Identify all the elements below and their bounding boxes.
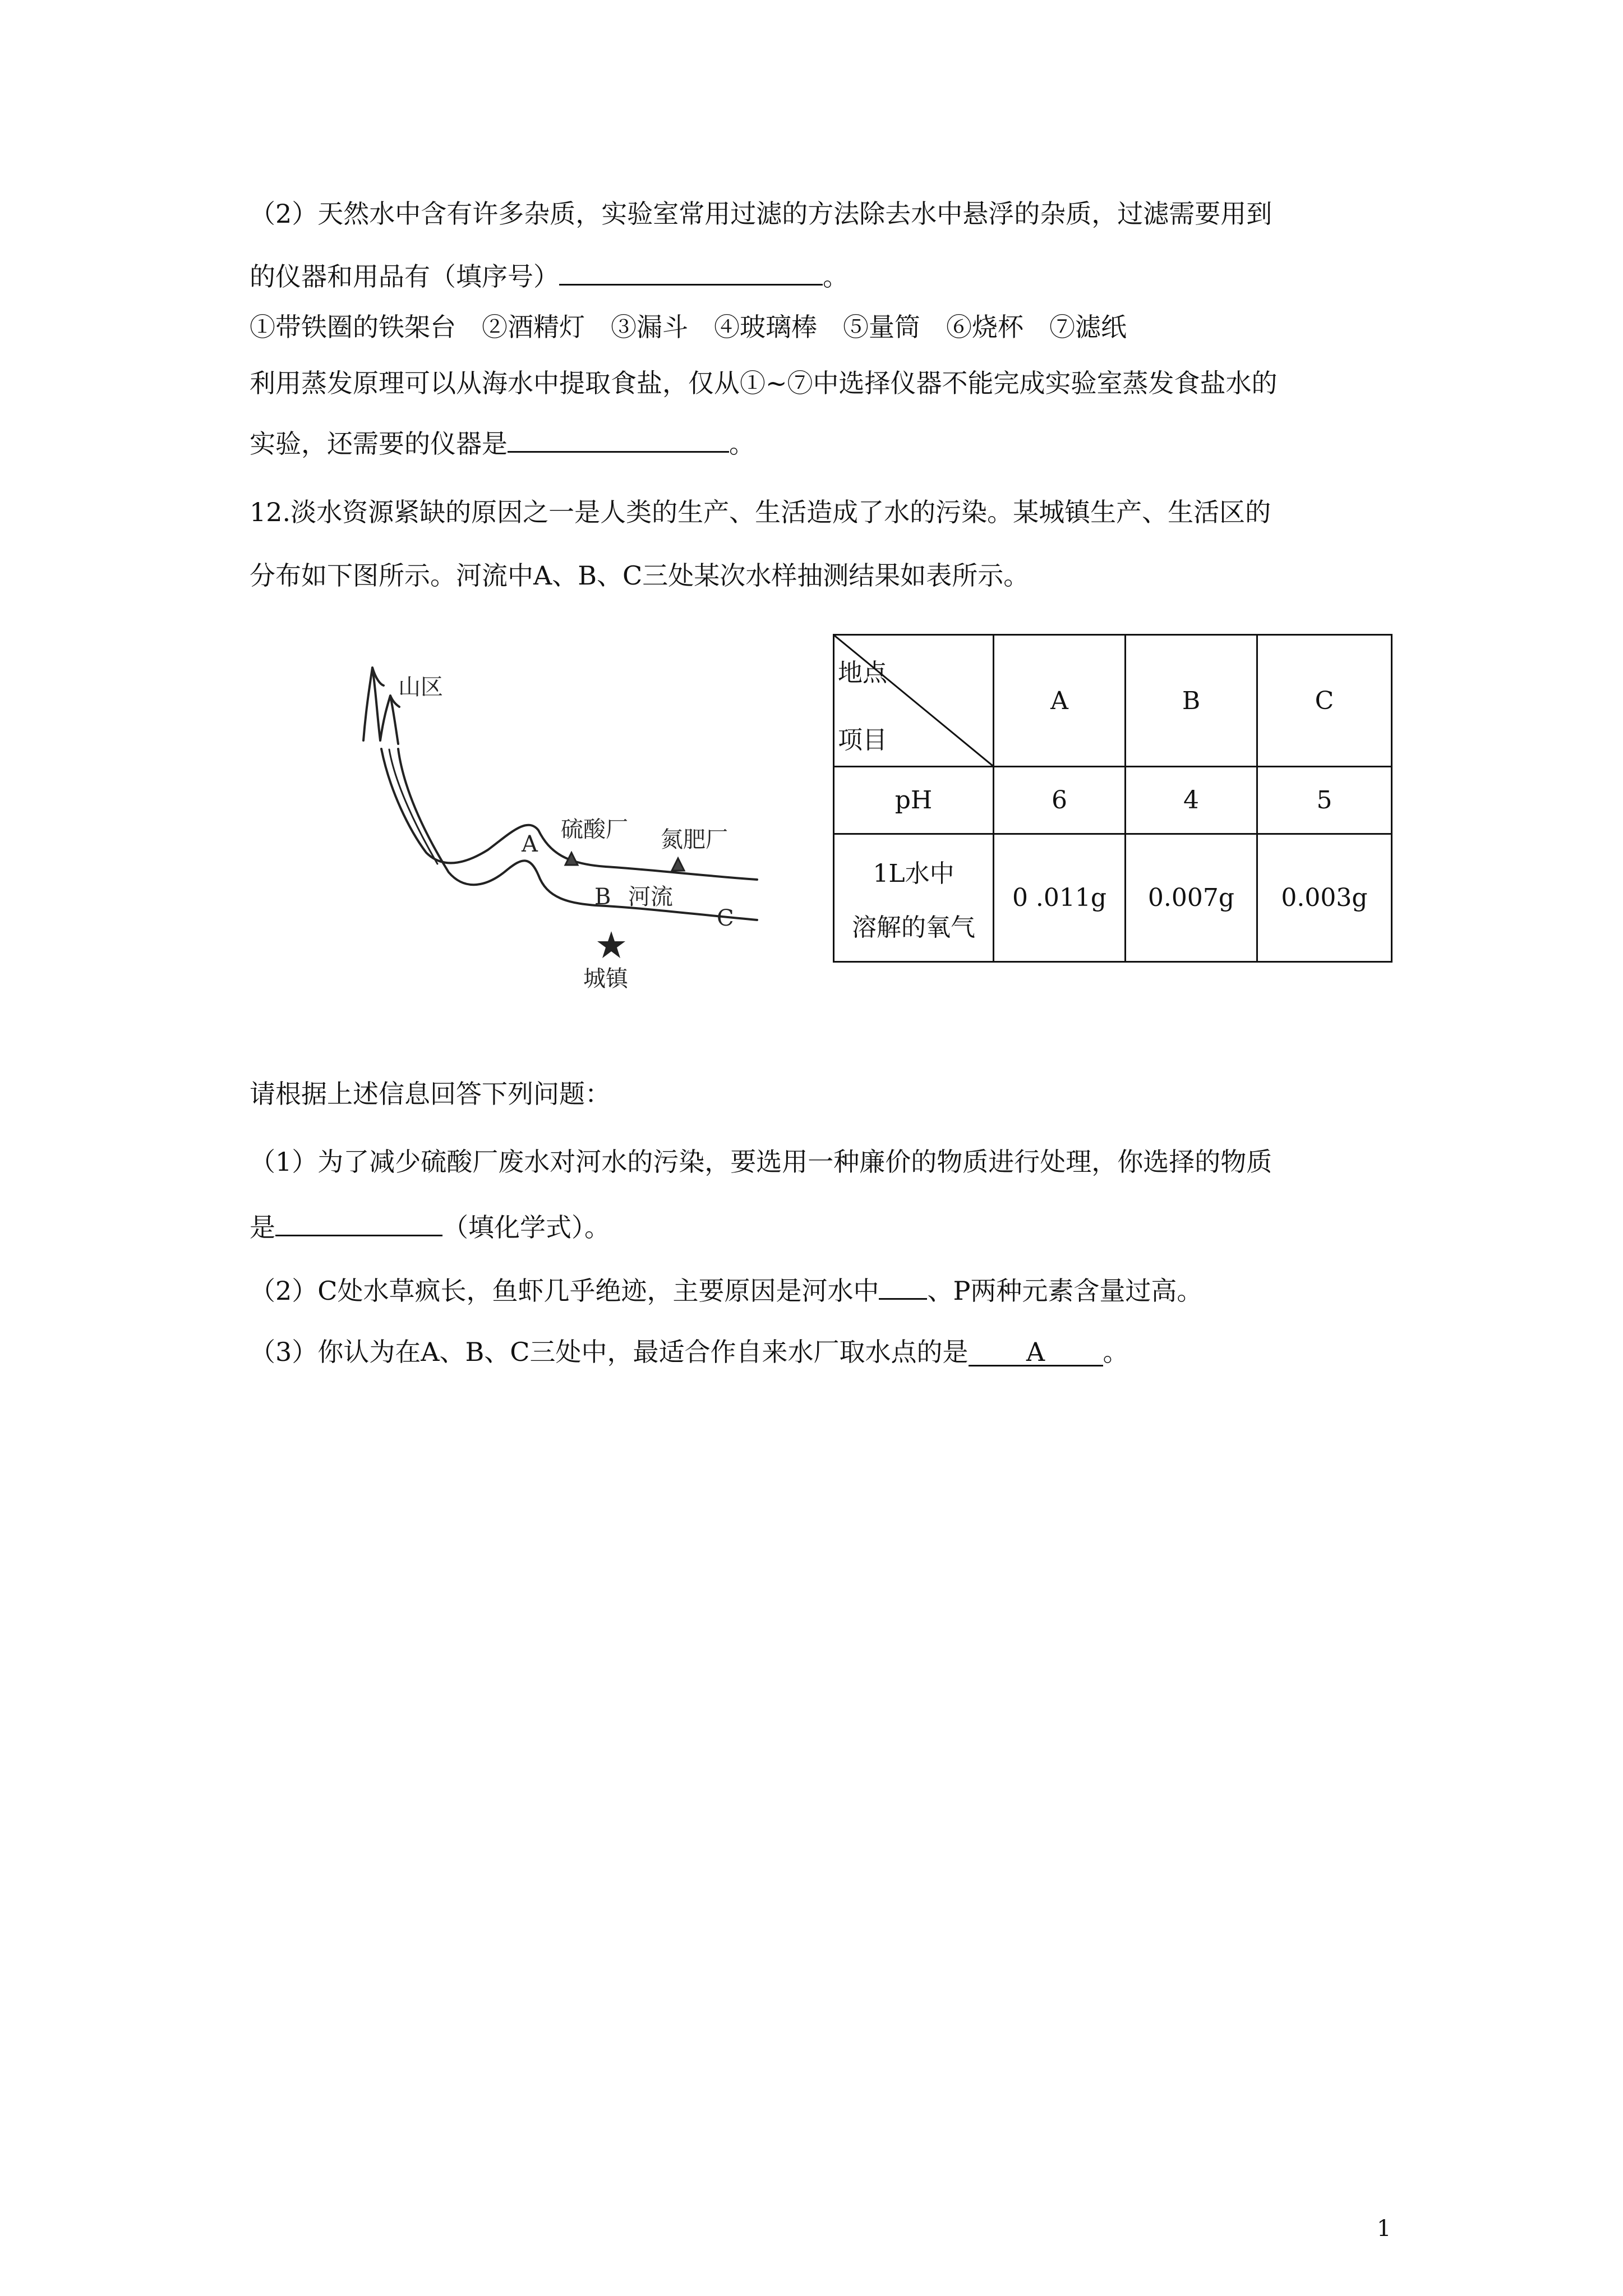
punctuation: 。 [1103, 1337, 1129, 1367]
evaporation-prompt: 实验，还需要的仪器是 [250, 429, 508, 459]
label-town: 城镇 [583, 966, 628, 992]
label-river: 河流 [628, 884, 673, 910]
answer-blank-chemical[interactable] [275, 1210, 442, 1236]
table-cell: 5 [1257, 767, 1392, 834]
sub-question-3-prompt: （3）你认为在A、B、C三处中，最适合作自来水厂取水点的是 [250, 1337, 969, 1367]
evaporation-text-line1: 利用蒸发原理可以从海水中提取食盐，仅从①~⑦中选择仪器不能完成实验室蒸发食盐水的 [250, 368, 1278, 398]
table-row-oxygen [834, 834, 1392, 962]
water-sample-table [833, 634, 1393, 963]
label-point-b: B [594, 884, 611, 910]
punctuation: 。 [823, 261, 849, 292]
instructions: 请根据上述信息回答下列问题： [250, 1079, 611, 1109]
town-star-icon [597, 931, 625, 958]
evaporation-text-line2 [250, 426, 755, 457]
question-12-text-line1: 12.淡水资源紧缺的原因之一是人类的生产、生活造成了水的污染。某城镇生产、生活区的 [250, 497, 1271, 527]
question-2-prompt: 的仪器和用品有（填序号） [250, 261, 559, 292]
corner-cell [834, 635, 994, 767]
column-header: A [994, 635, 1126, 767]
table-row-ph [834, 767, 1392, 834]
corner-item-label: 项目 [838, 726, 887, 754]
question-2-text-line2 [250, 259, 849, 292]
column-header: B [1126, 635, 1257, 767]
table-cell: 0.003g [1257, 834, 1392, 962]
sub-question-1-suffix: （填化学式）。 [442, 1212, 610, 1243]
table-cell: 6 [994, 767, 1126, 834]
corner-location-label: 地点 [838, 659, 887, 687]
answer-blank-filter-items[interactable] [559, 259, 823, 286]
column-header: C [1257, 635, 1392, 767]
answer-intake-point: A [1026, 1337, 1045, 1367]
equipment-options: ①带铁圈的铁架台 ②酒精灯 ③漏斗 ④玻璃棒 ⑤量筒 ⑥烧杯 ⑦滤纸 [250, 312, 1127, 342]
table-cell: 4 [1126, 767, 1257, 834]
fertilizer-factory-marker [672, 858, 684, 871]
answer-blank-evaporation[interactable] [508, 426, 729, 453]
sub-question-2-prompt: （2）C处水草疯长，鱼虾几乎绝迹，主要原因是河水中 [250, 1276, 879, 1306]
sub-question-3 [250, 1339, 1129, 1366]
row-label [834, 834, 994, 962]
table-header-row [834, 635, 1392, 767]
question-2-text-line1: （2）天然水中含有许多杂质，实验室常用过滤的方法除去水中悬浮的杂质，过滤需要用到 [250, 199, 1272, 229]
sub-question-1-prompt: 是 [250, 1212, 275, 1243]
label-mountain: 山区 [398, 674, 443, 700]
river-map-figure [314, 645, 774, 999]
sub-question-1-line1: （1）为了减少硫酸厂废水对河水的污染，要选用一种廉价的物质进行处理，你选择的物质 [250, 1147, 1272, 1177]
page-number: 1 [1377, 2216, 1391, 2242]
question-12-text-line2: 分布如下图所示。河流中A、B、C三处某次水样抽测结果如表所示。 [250, 560, 1030, 591]
sub-question-2 [250, 1273, 1202, 1304]
label-fertilizer-factory: 氮肥厂 [661, 827, 728, 853]
table-cell: 0 .011g [994, 834, 1126, 962]
label-point-a: A [522, 831, 538, 857]
label-point-c: C [717, 905, 734, 931]
sub-question-1-line2 [250, 1210, 610, 1243]
row-label-line2: 溶解的氧气 [852, 913, 975, 942]
label-sulfuric-factory: 硫酸厂 [561, 817, 628, 843]
sub-question-2-suffix: 、P两种元素含量过高。 [927, 1276, 1203, 1306]
answer-blank-intake-point[interactable] [969, 1339, 1103, 1366]
row-label-line1: 1L水中 [873, 859, 955, 888]
table-cell: 0.007g [1126, 834, 1257, 962]
punctuation: 。 [729, 429, 755, 459]
row-label: pH [834, 767, 994, 834]
answer-blank-element[interactable] [879, 1273, 927, 1300]
